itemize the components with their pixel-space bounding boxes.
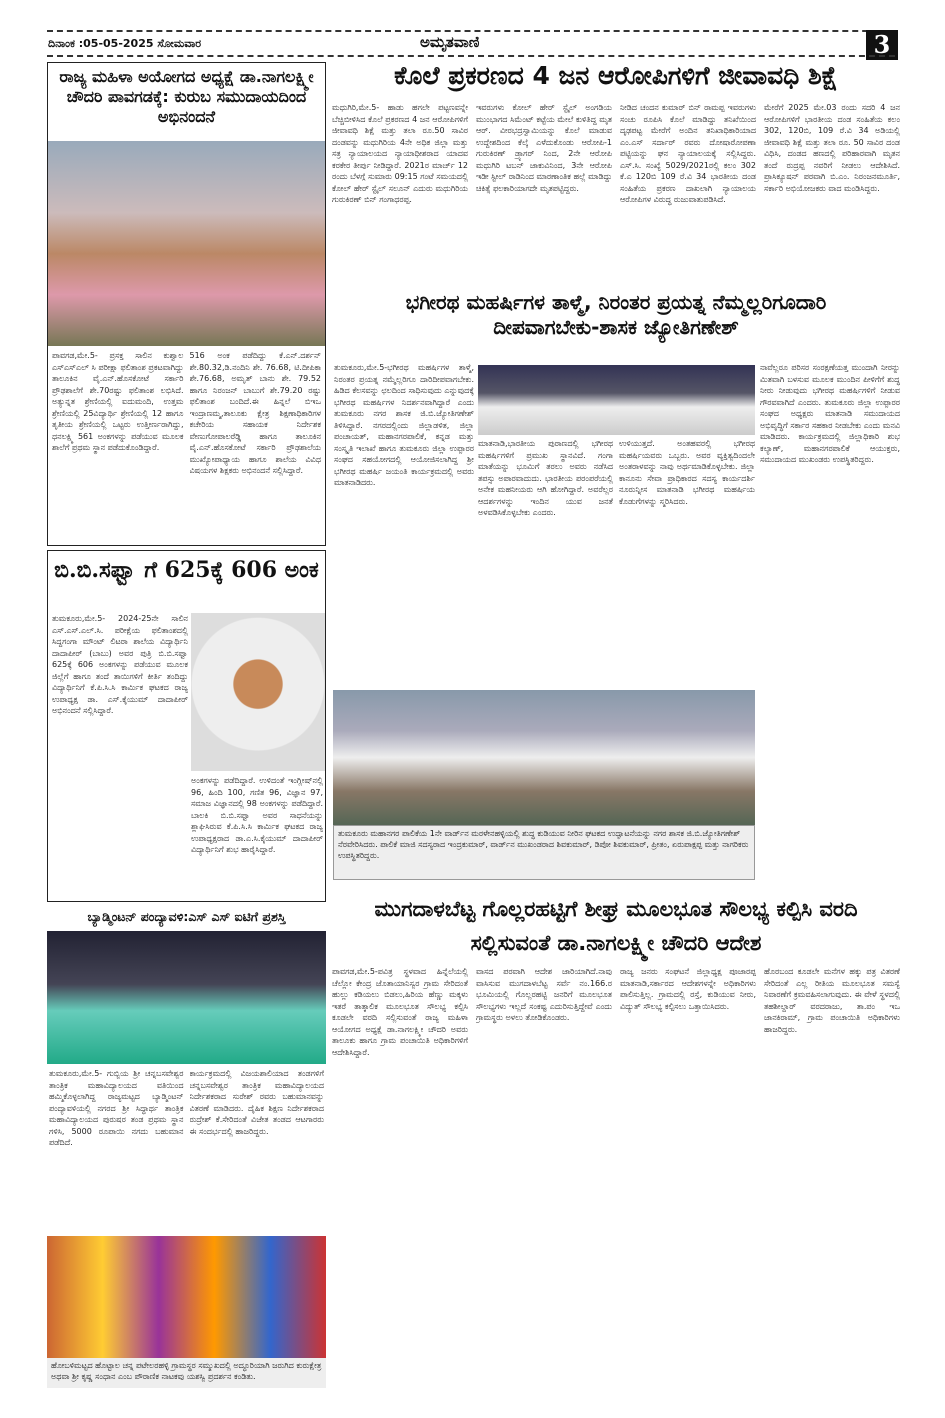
article-text: 516 ಅಂಕ ಪಡೆದಿದ್ದು ಕೆ.ಎನ್.ದರ್ಶನ್ ಶೇ.80.32,ಡಿ.ನಂದಿನಿ ಶೇ. 76.68, ಟಿ.ದೀಪಿಕಾ ಶೇ.76.68, ಅಮೃತ್ ಬಾನು ಶೇ. 79.52 ಹಾಗೂ ನಿರಂಜನ್ ಬಾಬುಗೆ ಶೇ.79.20 ರಷ್ಟು ಫಲಿತಾಂಶ ಬಂದಿದೆ.ಈ ಹಿನ್ನಲೆ ಬಿಇಒ ಇಂದ್ರಾಣಮ್ಮ,ತಾಲೂಕು ಕ್ಷೇತ್ರ ಶಿಕ್ಷಣಾಧಿಕಾರಿಗಳ ಕಚೇರಿಯ ಸಹಾಯಕ ನಿರ್ದೇಶಕ ವೇಣುಗೋಪಾಲರೆಡ್ಡಿ ಹಾಗೂ ತಾಲೂಕಿನ ವೈ.ಎನ್.ಹೊಸಕೋಟೆ ಸರ್ಕಾರಿ ಪ್ರೌಢಶಾಲೆಯ ಮುಖ್ಯೋಪಾಧ್ಯಾಯ ಹಾಗೂ ಶಾಲೆಯ ವಿವಿಧ ವಿಷಯಗಳ ಶಿಕ್ಷಕರು ಅಭಿನಂದನೆ ಸಲ್ಲಿಸಿದ್ದಾರೆ. (189, 351, 321, 475)
masthead-title: ಅಮೃತವಾಣಿ (420, 33, 480, 51)
photo-student (191, 613, 325, 771)
headline: ಕೊಲೆ ಪ್ರಕರಣದ 4 ಜನ ಆರೋಪಿಗಳಿಗೆ ಜೀವಾವಧಿ ಶಿಕ್ಷೆ (394, 61, 838, 90)
top-rule (47, 30, 898, 32)
article-text: ಉಳಿಯುತ್ತದೆ. ಅಂತಹವರಲ್ಲಿ ಭಗೀರಥ ಮಹರ್ಷಿಯವರು ಒಬ್ಬರು. ಅವರ ವ್ಯಕ್ತಿತ್ವದಿಂದಲೇ ಅಂತರಾಳವನ್ನು ನಾವು ಅರ್ಥಮಾಡಿಕೊಳ್ಳಬೇಕು. ಜಿಲ್ಲಾ ಕಾನೂನು ಸೇವಾ ಪ್ರಾಧಿಕಾರದ ಸದಸ್ಯ ಕಾರ್ಯದರ್ಶಿ ನೂರುನ್ನೀಸ ಮಾತನಾಡಿ ಭಗೀರಥ ಮಹರ್ಷಿಯ ಕೊಡುಗೆಗಳನ್ನು ಸ್ಮರಿಸಿದರು. (619, 439, 755, 506)
article-text: ಕಾರ್ಯಕ್ರಮದಲ್ಲಿ ವಿಜಯಶಾಲಿಯಾದ ತಂಡಗಳಿಗೆ ಚನ್ನಬಸವೇಶ್ವರ ತಾಂತ್ರಿಕ ಮಹಾವಿದ್ಯಾಲಯದ ನಿರ್ದೇಶಕರಾದ ಸುರೇಶ್ ರವರು ಬಹುಮಾನವನ್ನು ವಿತರಣೆ ಮಾಡಿದರು. ದೈಹಿಕ ಶಿಕ್ಷಣ ನಿರ್ದೇಶಕರಾದ ರುದ್ರೇಶ್ ಕೆ.ಸೇರಿದಂತೆ ವಿಜೇತ ತಂಡದ ಆಟಗಾರರು ಈ ಸಂದರ್ಭದಲ್ಲಿ ಹಾಜರಿದ್ದರು. (189, 1069, 324, 1136)
photo-drama (47, 1236, 326, 1358)
story-badminton (47, 905, 326, 1390)
headline: ಬಿ.ಬಿ.ಸಫ್ವಾ ಗೆ 625ಕ್ಕೆ 606 ಅಂಕ (54, 557, 319, 583)
headline: ಮುಗದಾಳಬೆಟ್ಟ ಗೊಲ್ಲರಹಟ್ಟಿಗೆ ಶೀಘ್ರ ಮೂಲಭೂತ ಸೌಲಭ್ಯ ಕಲ್ಪಿಸಿ ವರದಿ ಸಲ್ಲಿಸುವಂತೆ ಡಾ.ನಾಗಲಕ್ಷ್ಮೀ ಚೌದರಿ ಆದೇಶ (374, 897, 858, 955)
article-text: ತುಮಕೂರು,ಮೇ.5- ಗುಬ್ಬಿಯ ಶ್ರೀ ಚನ್ನಬಸವೇಶ್ವರ ತಾಂತ್ರಿಕ ಮಹಾವಿದ್ಯಾಲಯದ ವತಿಯಿಂದ ಹಮ್ಮಿಕೊಳ್ಳಲಾಗಿದ್ದ ರಾಜ್ಯಮಟ್ಟದ ಬ್ಯಾಡ್ಮಿಂಟನ್ ಪಂದ್ಯಾವಳಿಯಲ್ಲಿ ನಗರದ ಶ್ರೀ ಸಿದ್ಧಾರ್ಥ ತಾಂತ್ರಿಕ ಮಹಾವಿದ್ಯಾಲಯದ ಪುರುಷರ ತಂಡ ಪ್ರಥಮ ಸ್ಥಾನ ಗಳಿಸಿ, 5000 ರೂಪಾಯಿ ನಗದು ಬಹುಮಾನ ಪಡೆದಿದೆ. (49, 1069, 184, 1147)
issue-date: ದಿನಾಂಕ :05-05-2025 ಸೋಮವಾರ (48, 37, 202, 50)
photo-caption: ಹೋಬಳಿಮಟ್ಟದ ಹೊಟ್ಟಾಲ ಚನ್ನ ಪಟೇಲರಹಳ್ಳಿ ಗ್ರಾಮಸ್ಥರ ಸಮ್ಮುಖದಲ್ಲಿ ಅದ್ಧೂರಿಯಾಗಿ ಜರುಗಿದ ಕುರುಕ್ಷೇತ್ರ ಅಥವಾ ಶ್ರೀ ಕೃಷ್ಣ ಸಂಧಾನ ಎಂಬ ಪೌರಾಣಿಕ ನಾಟಕವು ಯಶಸ್ವಿ ಪ್ರದರ್ಶನ ಕಂಡಿತು. (47, 1358, 326, 1388)
article-text: ಅಂಕಗಳನ್ನು ಪಡೆದಿದ್ದಾರೆ. ಉಳಿದಂತೆ ಇಂಗ್ಲೀಷ್‌ನಲ್ಲಿ 96, ಹಿಂದಿ 100, ಗಣಿತ 96, ವಿಜ್ಞಾನ 97, ಸಮಾಜ ವಿಜ್ಞಾನದಲ್ಲಿ 98 ಅಂಕಗಳನ್ನು ಪಡೆದಿದ್ದಾರೆ. ಬಾಲಕಿ ಬಿ.ಬಿ.ಸಫ್ವಾ ಅವರ ಸಾಧನೆಯನ್ನು ಶ್ಲಾಘಿಸಿರುವ ಕೆ.ಪಿ.ಸಿ.ಸಿ ಕಾರ್ಮಿಕ ಘಟಕದ ರಾಜ್ಯ ಉಪಾಧ್ಯಕ್ಷರಾದ ಡಾ.ಎ.ಸಿ.ಕೈಯುಮ್ ದಾದಾಪೀರ್ ವಿದ್ಯಾರ್ಥಿನಿಗೆ ಶುಭ ಹಾರೈಸಿದ್ದಾರೆ. (191, 776, 323, 854)
photo-jayanti-stage (478, 365, 755, 435)
headline: ಬ್ಯಾಡ್ಮಿಂಟನ್ ಪಂದ್ಯಾವಳಿ:ಎಸ್ ಎಸ್ ಐಟಿಗೆ ಪ್ರಶಸ್ತಿ (87, 909, 286, 924)
story-safwa (47, 550, 326, 902)
article-text: ಪಾವಗಡ,ಮೇ.5-ಪವಿತ್ರ ಸ್ಥಳವಾದ ಹಿನ್ನೆಲೆಯಲ್ಲಿ ಚೆಲ್ಲೋ ಕೇಂದ್ರ ಜೊತಾಯಾನಿಸ್ವರ ಗ್ರಾಮ ಸೇರಿದಂತೆ ಹುಲ್ಲು ಕಡಿಯಲು ಬಿಡಲು,ಹಿರಿಯ ಹೆಣ್ಣು ಮಕ್ಕಳು ಇತರೆ ತಾತ್ಕಾಲಿಕ ಮೂಲಭೂತ ಸೌಲಭ್ಯ ಕಲ್ಪಿಸಿ ಕೂಡಲೇ ವರದಿ ಸಲ್ಲಿಸುವಂತೆ ರಾಜ್ಯ ಮಹಿಳಾ ಆಯೋಗದ ಅಧ್ಯಕ್ಷೆ ಡಾ.ನಾಗಲಕ್ಷ್ಮೀ ಚೌದರಿ ಅವರು ತಾಲೂಕು ಹಾಗೂ ಗ್ರಾಮ ಪಂಚಾಯಿತಿ ಅಧಿಕಾರಿಗಳಿಗೆ ಆದೇಶಿಸಿದ್ದಾರೆ. (332, 967, 468, 1057)
article-text: ಇವರುಗಳು ಕೋಲ್ ಹೇರ್ ಸ್ಟೈಲ್ ಅಂಗಡಿಯ ಮುಂಭಾಗದ ಸಿಮೆಂಟ್ ಕಟ್ಟೆಯ ಮೇಲೆ ಕುಳಿತಿದ್ದ ಮೃತ ಆರ್. ವೀರಭದ್ರಸ್ವಾಮಿಯನ್ನು ಕೊಲೆ ಮಾಡುವ ಉದ್ದೇಶದಿಂದ ಕೆಲ್ಕೆ ಎಳೆದುಕೊಂಡು ಆರೋಪಿ-1 ಗುರುಕಿರಣ್ ಡ್ರ್ಯಾಗರ್ ನಿಂದ, 2ನೇ ಆರೋಪಿ ಮಧುಗಿರಿ ಟಬನ್ ಜಾಕುವಿನಿಂದ, 3ನೇ ಆರೋಪಿ ಇಡೀ ಸ್ಟೀಲ್ ರಾಡಿನಿಂದ ಮಾರಣಾಂತಿಕ ಹಲ್ಲೆ ಮಾಡಿದ್ದು ಚಿಕಿತ್ಸೆ ಫಲಕಾರಿಯಾಗದೇ ಮೃತಪಟ್ಟಿದ್ದರು. (476, 103, 612, 193)
story-mugadalabetta (332, 892, 900, 1392)
article-text: ರಾಜ್ಯ ಜನರು ಸಂಘಟನೆ ಜಿಲ್ಲಾಧ್ಯಕ್ಷ ಪೂಜಾರಪ್ಪ ಮಾತನಾಡಿ,ಸರ್ಕಾರದ ಆದೇಶಗಳನ್ನೇ ಅಧಿಕಾರಿಗಳು ಪಾಲಿಸುತ್ತಿಲ್ಲ. ಗ್ರಾಮದಲ್ಲಿ ರಸ್ತೆ, ಕುಡಿಯುವ ನೀರು, ವಿದ್ಯುತ್ ಸೌಲಭ್ಯ ಕಲ್ಪಿಸಲು ಒತ್ತಾಯಿಸಿದರು. (620, 967, 756, 1011)
headline: ರಾಜ್ಯ ಮಹಿಳಾ ಅಯೋಗದ ಅಧ್ಯಕ್ಷೆ ಡಾ.ನಾಗಲಕ್ಷ್ಮೀ ಚೌದರಿ ಪಾವಗಡಕ್ಕೆ: ಕುರುಬ ಸಮುದಾಯದಿಂದ ಅಭಿನಂದನೆ (59, 67, 314, 126)
story-bhagiratha (332, 290, 900, 885)
story-murder-verdict (332, 60, 900, 288)
article-text: ಹೊರಬಂದ ಕೂಡಲೇ ಮನೆಗಳ ಹಕ್ಕು ಪತ್ರ ವಿತರಣೆ ಸೇರಿದಂತೆ ಎಲ್ಲ ರೀತಿಯ ಮೂಲಭೂತ ಸಮಸ್ಯೆ ನಿವಾರಣೆಗೆ ಕ್ರಮವಹಿಸಲಾಗುವುದು. ಈ ವೇಳೆ ಸ್ಥಳದಲ್ಲಿ ತಹಶೀಲ್ದಾರ್ ವರದರಾಜು, ತಾ.ಪಂ ಇಒ ಜಾನಕಿರಾಮ್, ಗ್ರಾಮ ಪಂಚಾಯಿತಿ ಅಧಿಕಾರಿಗಳು ಹಾಜರಿದ್ದರು. (764, 967, 900, 1034)
story-womens-commission (47, 62, 326, 546)
article-text: ತುಮಕೂರು,ಮೇ.5- 2024-25ನೇ ಸಾಲಿನ ಎಸ್.ಎಸ್.ಎಲ್.ಸಿ. ಪರೀಕ್ಷೆಯ ಫಲಿತಾಂಶದಲ್ಲಿ ಸಿದ್ದಗಂಗಾ ಮೌಂಟ್ ಲಿಟರಾ ಶಾಲೆಯ ವಿದ್ಯಾರ್ಥಿನಿ ದಾದಾಪೀರ್ (ಬಾಬು) ಅವರ ಪುತ್ರಿ ಬಿ.ಬಿ.ಸಫ್ವಾ 625ಕ್ಕೆ 606 ಅಂಕಗಳನ್ನು ಪಡೆಯುವ ಮೂಲಕ ಜಿಲ್ಲೆಗೆ ಹಾಗೂ ತಂದೆ ತಾಯಿಗಳಿಗೆ ಕೀರ್ತಿ ತಂದಿದ್ದು ವಿದ್ಯಾರ್ಥಿನಿಗೆ ಕೆ.ಪಿ.ಸಿ.ಸಿ ಕಾರ್ಮಿಕ ಘಟಕದ ರಾಜ್ಯ ಉಪಾಧ್ಯಕ್ಷ ಡಾ. ಎಸ್.ಕೈಯುಮ್ ದಾದಾಪೀರ್ ಅಭಿನಂದನೆ ಸಲ್ಲಿಸಿದ್ದಾರೆ. (52, 614, 188, 715)
photo-caption: ತುಮಕೂರು ಮಹಾನಗರ ಪಾಲಿಕೆಯ 1ನೇ ವಾರ್ಡ್‌ನ ಮರಳೇನಹಳ್ಳಿಯಲ್ಲಿ ಶುದ್ಧ ಕುಡಿಯುವ ನೀರಿನ ಘಟಕದ ಉದ್ಘಾಟನೆಯನ್ನು ನಗರ ಶಾಸಕ ಜಿ.ಬಿ.ಜ್ಯೋತಿಗಣೇಶ್ ನೆರವೇರಿಸಿದರು. ಪಾಲಿಕೆ ಮಾಜಿ ಸದಸ್ಯರಾದ ಇಂದ್ರಕುಮಾರ್, ವಾರ್ಡ್‌ನ ಮುಖಂಡರಾದ ಶಿವಕುಮಾರ್, ಡಿಪೋ ಶಿವಕುಮಾರ್, ಪ್ರೀತಂ, ಏರುಪಾಕ್ಷಪ್ಪ ಮತ್ತು ನಾಗರಿಕರು ಉಪಸ್ಥಿತರಿದ್ದರು. (333, 825, 755, 880)
photo-felicitation (48, 141, 325, 346)
header-rule (47, 55, 895, 57)
article-text: ತುಮಕೂರು,ಮೇ.5-ಭಗೀರಥ ಮಹರ್ಷಿಗಳ ತಾಳ್ಮೆ, ನಿರಂತರ ಪ್ರಯತ್ನ ನಮ್ಮೆಲ್ಲರಿಗೂ ದಾರಿದೀಪವಾಗಬೇಕು. ಹಿಡಿದ ಕೆಲಸವನ್ನು ಛಲದಿಂದ ಸಾಧಿಸುವುದು ಎನ್ನುವುದಕ್ಕೆ ಭಗೀರಥ ಮಹರ್ಷಿಗಳ ನಿದರ್ಶನವಾಗಿದ್ದಾರೆ ಎಂದು ತುಮಕೂರು ನಗರ ಶಾಸಕ ಜಿ.ಬಿ.ಜ್ಯೋತಿಗಣೇಶ್ ತಿಳಿಸಿದ್ದಾರೆ. ನಗರದಲ್ಲಿಂದು ಜಿಲ್ಲಾಡಳಿತ, ಜಿಲ್ಲಾ ಪಂಚಾಯತ್, ಮಹಾನಗರಪಾಲಿಕೆ, ಕನ್ನಡ ಮತ್ತು ಸಂಸ್ಕೃತಿ ಇಲಾಖೆ ಹಾಗೂ ತುಮಕೂರು ಜಿಲ್ಲಾ ಉಪ್ಪಾರರ ಸಂಘದ ಸಹಯೋಗದಲ್ಲಿ ಆಯೋಜಿಸಲಾಗಿದ್ದ ಶ್ರೀ ಭಗೀರಥ ಮಹರ್ಷಿ ಜಯಂತಿ ಕಾರ್ಯಕ್ರಮದಲ್ಲಿ ಅವರು ಮಾತನಾಡಿದರು. (334, 363, 474, 487)
article-text: ವಾಸದ ಪರವಾಗಿ ಆದೇಶ ಜಾರಿಯಾಗಿದೆ.ನಾವು ವಾಸಿಸುವ ಮುಗದಾಳಬೆಟ್ಟ ಸರ್ವೆ ನಂ.166.ರ ಭೂಮಿಯಲ್ಲಿ ಗೊಲ್ಲರಹಟ್ಟಿ ಜನರಿಗೆ ಮೂಲಭೂತ ಸೌಲಭ್ಯಗಳು ಇಲ್ಲದೆ ಸಂಕಷ್ಟ ಎದುರಿಸುತ್ತಿದ್ದೇವೆ ಎಂದು ಗ್ರಾಮಸ್ಥರು ಅಳಲು ತೋಡಿಕೊಂಡರು. (476, 967, 612, 1022)
article-text: ಮಾತನಾಡಿ,ಭಾರತೀಯ ಪುರಾಣದಲ್ಲಿ ಭಗೀರಥ ಮಹರ್ಷಿಗಳಿಗೆ ಪ್ರಮುಖ ಸ್ಥಾನವಿದೆ. ಗಂಗಾ ಮಾತೆಯನ್ನು ಭೂಮಿಗೆ ತರಲು ಅವರು ನಡೆಸಿದ ತಪಸ್ಸು ಅಪಾರವಾದುದು. ಭಾರತೀಯ ಪರಂಪರೆಯಲ್ಲಿ ಅನೇಕ ಮಹನೀಯರು ಆಗಿ ಹೋಗಿದ್ದಾರೆ. ಅವರೆಲ್ಲರ ಆದರ್ಶಗಳನ್ನು ಇಂದಿನ ಯುವ ಜನತೆ ಅಳವಡಿಸಿಕೊಳ್ಳಬೇಕು ಎಂದರು. (478, 439, 613, 517)
article-text: ಮಧುಗಿರಿ,ಮೇ.5- ಹಾಡು ಹಗಲೇ ಪಟ್ಟಣವನ್ನೇ ಬೆಚ್ಚಿಬೀಳಿಸಿದ ಕೊಲೆ ಪ್ರಕರಣದ 4 ಜನ ಆರೋಪಿಗಳಿಗೆ ಜೀವಾವಧಿ ಶಿಕ್ಷೆ ಮತ್ತು ತಲಾ ರೂ.50 ಸಾವಿರ ದಂಡವನ್ನು ಮಧುಗಿರಿಯ 4ನೇ ಅಧಿಕ ಜಿಲ್ಲಾ ಮತ್ತು ಸತ್ರ ನ್ಯಾಯಾಲಯದ ನ್ಯಾಯಾಧೀಶರಾದ ಯಾದವ ಕರಕೇರ ತೀರ್ಪು ನೀಡಿದ್ದಾರೆ. 2021ರ ಮಾರ್ಚ್ 12 ರಂದು ಬೆಳಗ್ಗೆ ಸುಮಾರು 09:15 ಗಂಟೆ ಸಮಯದಲ್ಲಿ ಕೋಲ್ ಹೇರ್ ಸ್ಟೈಲ್ ಸಲೂನ್ ಎದುರು ಮಧುಗಿರಿಯ ಗುರುಕಿರಣ್ ಬಿನ್ ಗಂಗಾಧರಪ್ಪ. (332, 103, 468, 204)
photo-badminton-team (47, 931, 326, 1064)
article-text: ಪಾವಗಡ,ಮೇ.5- ಪ್ರಸಕ್ತ ಸಾಲಿನ ಕುಶ್ವಾಲ ಎಸ್ಎಸ್ಎಲ್ ಸಿ ಪರೀಕ್ಷಾ ಫಲಿತಾಂಶ ಪ್ರಕಟವಾಗಿದ್ದು ತಾಲೂಕಿನ ವೈ.ಎನ್.ಹೊಸಕೋಟೆ ಸರ್ಕಾರಿ ಪ್ರೌಢಶಾಲೆಗೆ ಶೇ.70ರಷ್ಟು ಫಲಿತಾಂಶ ಲಭಿಸಿದೆ. ಅತ್ಯುನ್ನತ ಶ್ರೇಣಿಯಲ್ಲಿ ಐದುಮಂದಿ, ಉತ್ತಮ ಶ್ರೇಣಿಯಲ್ಲಿ 25ವಿದ್ಯಾರ್ಥಿ ಶ್ರೇಣಿಯಲ್ಲಿ 12 ಹಾಗೂ ತೃತೀಯ ಶ್ರೇಣಿಯಲ್ಲಿ ಒಟ್ಟರು ಉತ್ತೀರ್ಣರಾಗಿದ್ದು, ಧನಲಕ್ಷ್ಮಿ 561 ಅಂಕಗಳನ್ನು ಪಡೆಯುವ ಮೂಲಕ ಶಾಲೆಗೆ ಪ್ರಥಮ ಸ್ಥಾನ ಪಡೆದುಕೊಂಡಿದ್ದಾರೆ. (52, 351, 184, 452)
article-text: ಮೇರೆಗೆ 2025 ಮೇ.03 ರಂದು ಸದರಿ 4 ಜನ ಆರೋಪಿಗಳಿಗೆ ಭಾರತೀಯ ದಂಡ ಸಂಹಿತೆಯ ಕಲಂ 302, 120ಬಿ, 109 ರೆ.ವಿ 34 ಅಡಿಯಲ್ಲಿ ಜೀವಾವಧಿ ಶಿಕ್ಷೆ ಮತ್ತು ತಲಾ ರೂ. 50 ಸಾವಿರ ದಂಡ ವಿಧಿಸಿ, ದಂಡದ ಹಣದಲ್ಲಿ ಪರಿಹಾರವಾಗಿ ಮೃತನ ತಂದೆ ರುದ್ರಪ್ಪ ನವರಿಗೆ ನೀಡಲು ಆದೇಶಿಸಿದೆ. ಪ್ರಾಸಿಕ್ಯೂಷನ್ ಪರವಾಗಿ ಬಿ.ಎಂ. ನಿರಂಜನಮೂರ್ತಿ, ಸರ್ಕಾರಿ ಅಭಿಯೋಜಕರು ವಾದ ಮಂಡಿಸಿದ್ದರು. (764, 103, 900, 193)
headline: ಭಗೀರಥ ಮಹರ್ಷಿಗಳ ತಾಳ್ಮೆ, ನಿರಂತರ ಪ್ರಯತ್ನ ನೆಮ್ಮಲ್ಲರಿಗೂದಾರಿ ದೀಪವಾಗಬೇಕು-ಶಾಸಕ ಜ್ಯೋತಿಗಣೇಶ್ (405, 290, 827, 339)
article-text: ನಾವೆಲ್ಲರೂ ಪರಿಸರ ಸಂರಕ್ಷಣೆಯತ್ತ ಮುಂದಾಗಿ ನೀರನ್ನು ಮಿತವಾಗಿ ಬಳಸುವ ಮೂಲಕ ಮುಂದಿನ ಪೀಳಿಗೆಗೆ ಶುದ್ಧ ನೀರು ನೀಡುವುದು ಭಗೀರಥ ಮಹರ್ಷಿಗಳಿಗೆ ನೀಡುವ ಗೌರವವಾಗಿದೆ ಎಂದರು. ತುಮಕೂರು ಜಿಲ್ಲಾ ಉಪ್ಪಾರರ ಸಂಘದ ಅಧ್ಯಕ್ಷರು ಮಾತನಾಡಿ ಸಮುದಾಯದ ಅಭಿವೃದ್ಧಿಗೆ ಸರ್ಕಾರ ಸಹಕಾರ ನೀಡಬೇಕು ಎಂದು ಮನವಿ ಮಾಡಿದರು. ಕಾರ್ಯಕ್ರಮದಲ್ಲಿ ಜಿಲ್ಲಾಧಿಕಾರಿ ಶುಭ ಕಲ್ಯಾಣ್, ಮಹಾನಗರಪಾಲಿಕೆ ಆಯುಕ್ತರು, ಸಮುದಾಯದ ಮುಖಂಡರು ಉಪಸ್ಥಿತರಿದ್ದರು. (760, 363, 900, 464)
page-number: 3 (866, 30, 898, 60)
article-text: ನೀಡಿದ ಚಂದನ ಕುಮಾರ್ ಬಿನ್ ರಾಮಪ್ಪ ಇವರುಗಳು ಸಂಚು ರೂಪಿಸಿ ಕೊಲೆ ಮಾಡಿದ್ದು ತನಿಖೆಯಿಂದ ದೃಢಪಟ್ಟ ಮೇರೆಗೆ ಅಂದಿನ ತನಿಖಾಧಿಕಾರಿಯಾದ ಎಂ.ಎಸ್ ಸರ್ದಾರ್ ರವರು ದೋಷಾರೋಪಣಾ ಪಟ್ಟಿಯನ್ನು ಘನ ನ್ಯಾಯಾಲಯಕ್ಕೆ ಸಲ್ಲಿಸಿದ್ದರು. ಎಸ್.ಸಿ. ಸಂಖ್ಯೆ 5029/2021ರಲ್ಲಿ ಕಲಂ 302 ಕೆ.ಎ 120ಬಿ 109 ರೆ.ವಿ 34 ಭಾರತೀಯ ದಂಡ ಸಂಹಿತೆಯ ಪ್ರಕರಣ ದಾಖಲಾಗಿ ನ್ಯಾಯಾಲಯ ಆರೋಪಿಗಳ ವಿರುದ್ಧ ರುಜುವಾತುಪಡಿಸಿದೆ. (620, 103, 756, 204)
photo-water-plant (333, 690, 755, 825)
